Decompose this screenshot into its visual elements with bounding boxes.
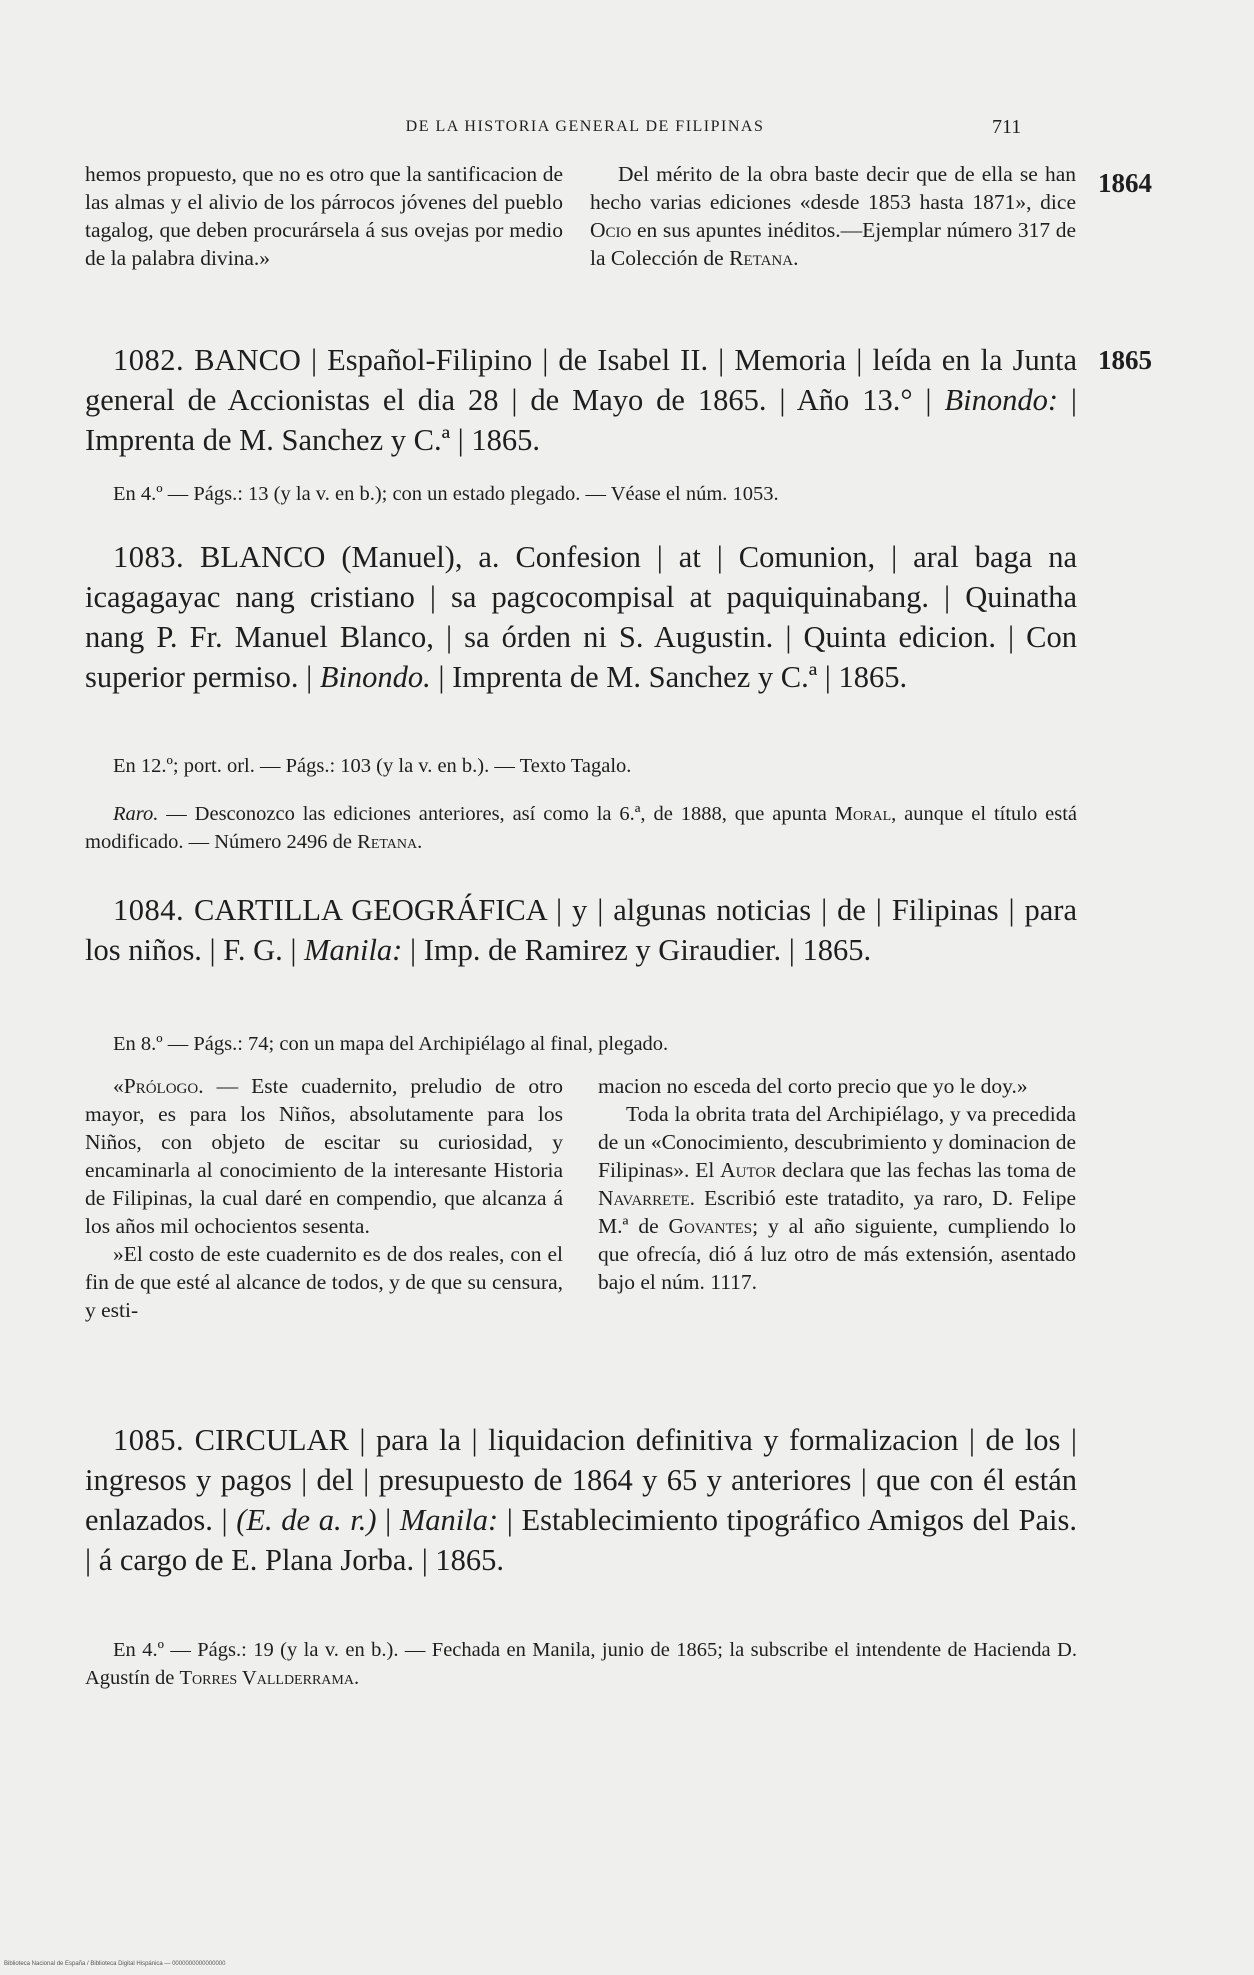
running-title: DE LA HISTORIA GENERAL DE FILIPINAS	[405, 118, 765, 135]
entry-imprint: | Imprenta de M. Sanchez y C.ª | 1865.	[430, 660, 908, 694]
note-1085: En 4.º — Págs.: 19 (y la v. en b.). — Fechada en Manila, junio de 1865; la subscribe el intendente de Hacienda D. Agustín de Torres Vallderrama.	[85, 1639, 1077, 1689]
margin-year-1865: 1865	[1098, 345, 1152, 375]
entry-place: (E. de a. r.)	[236, 1503, 377, 1537]
entry-number: 1085.	[113, 1423, 185, 1457]
entry-number: 1084.	[113, 893, 185, 927]
top-column-left	[85, 160, 563, 272]
remark-1083: Raro. — Desconozco las ediciones anteriores, así como la 6.ª, de 1888, que apunta Moral, aunque el título está modificado. — Número 2496 de Retana.	[85, 803, 1077, 853]
entry-place: Binondo:	[944, 383, 1058, 417]
entry-place: Binondo.	[319, 660, 431, 694]
top-column-right	[590, 160, 1076, 272]
scan-footer: Biblioteca Nacional de España / Biblioteca Digital Hispánica — 0000000000000000	[4, 1961, 226, 1967]
entry-1084-column-right: macion no esceda del corto precio que yo le doy.» Toda la obrita trata del Archipiélago, y va precedida de un «Conocimiento, descubrimiento y dominacion de Filipinas». El Autor declara que las fechas las toma de Navarrete. Escribió este tratadito, ya raro, D. Felipe M.ª de Govantes; y al año siguiente, cumpliendo lo que ofrecía, dió á luz otro de más extensión, asentado bajo el núm. 1117.	[598, 1074, 1076, 1294]
entry-number: 1083.	[113, 540, 185, 574]
note-1082: En 4.º — Págs.: 13 (y la v. en b.); con un estado plegado. — Véase el núm. 1053.	[113, 483, 779, 505]
note-1083: En 12.º; port. orl. — Págs.: 103 (y la v. en b.). — Texto Tagalo.	[113, 755, 632, 777]
entry-place: Manila:	[304, 933, 403, 967]
entry-imprint: | Establecimiento tipográfico Amigos del Pais. | á cargo de E. Plana Jorba. | 1865.	[85, 1503, 1077, 1577]
column-text: Del mérito de la obra baste decir que de ella se han hecho varias ediciones «desde 1853 hasta 1871», dice Ocio en sus apuntes inéditos.—Ejemplar número 317 de la Colección de Retana.	[590, 162, 1076, 270]
margin-year-1864: 1864	[1098, 168, 1152, 198]
entry-number: 1082.	[113, 343, 185, 377]
entry-title: BLANCO (Manuel), a. Confesion | at | Comunion, | aral baga na icagagayac nang cristiano | sa pagcocompisal at paquiquinabang. | Quinatha nang P. Fr. Manuel Blanco, | sa órden ni S. Augustin. | Quinta edicion. | Con superior permiso. |	[85, 540, 1078, 694]
entry-imprint: | Imp. de Ramirez y Giraudier. | 1865.	[402, 933, 872, 967]
entry-place: Manila:	[399, 1503, 499, 1537]
entry-imprint: | Imprenta de M. Sanchez y C.ª | 1865.	[85, 383, 1078, 457]
entry-title: BANCO | Español-Filipino | de Isabel II. | Memoria | leída en la Junta general de Accionistas el dia 28 | de Mayo de 1865. | Año 13.° |	[85, 343, 1078, 417]
note-1084: En 8.º — Págs.: 74; con un mapa del Archipiélago al final, plegado.	[113, 1033, 669, 1055]
entry-title: CIRCULAR | para la | liquidacion definitiva y formalizacion | de los | ingresos y pagos | del | presupuesto de 1864 y 65 y anteriores | que con él están enlazados. |	[85, 1423, 1078, 1537]
entry-1083	[85, 537, 1077, 697]
column-text: hemos propuesto, que no es otro que la santificacion de las almas y el alivio de los párrocos jóvenes del pueblo tagalog, que deben procurársela á sus ovejas por medio de la palabra divina.»	[85, 162, 563, 270]
entry-1082	[85, 340, 1077, 460]
entry-1085: 1085. CIRCULAR | para la | liquidacion definitiva y formalizacion | de los | ingresos y pagos | del | presupuesto de 1864 y 65 y anteriores | que con él están enlazados. | (E. de a. r.) | Manila: | Establecimiento tipográfico Amigos del Pais. | á cargo de E. Plana Jorba. | 1865.	[85, 1423, 1078, 1577]
entry-1084	[85, 890, 1077, 970]
entry-title: CARTILLA GEOGRÁFICA | y | algunas noticias | de | Filipinas | para los niños. | F. G. |	[85, 893, 1077, 967]
page-number: 711	[992, 116, 1022, 138]
entry-1084-column-left: «Prólogo. — Este cuadernito, preludio de otro mayor, es para los Niños, absolutamente para los Niños, con objeto de escitar su curiosidad, y encaminarla al conocimiento de la interesante Historia de Filipinas, la cual daré en compendio, que alcanza á los años mil ochocientos sesenta. »El costo de este cuadernito es de dos reales, con el fin de que esté al alcance de todos, y de que su censura, y esti-	[85, 1074, 563, 1322]
